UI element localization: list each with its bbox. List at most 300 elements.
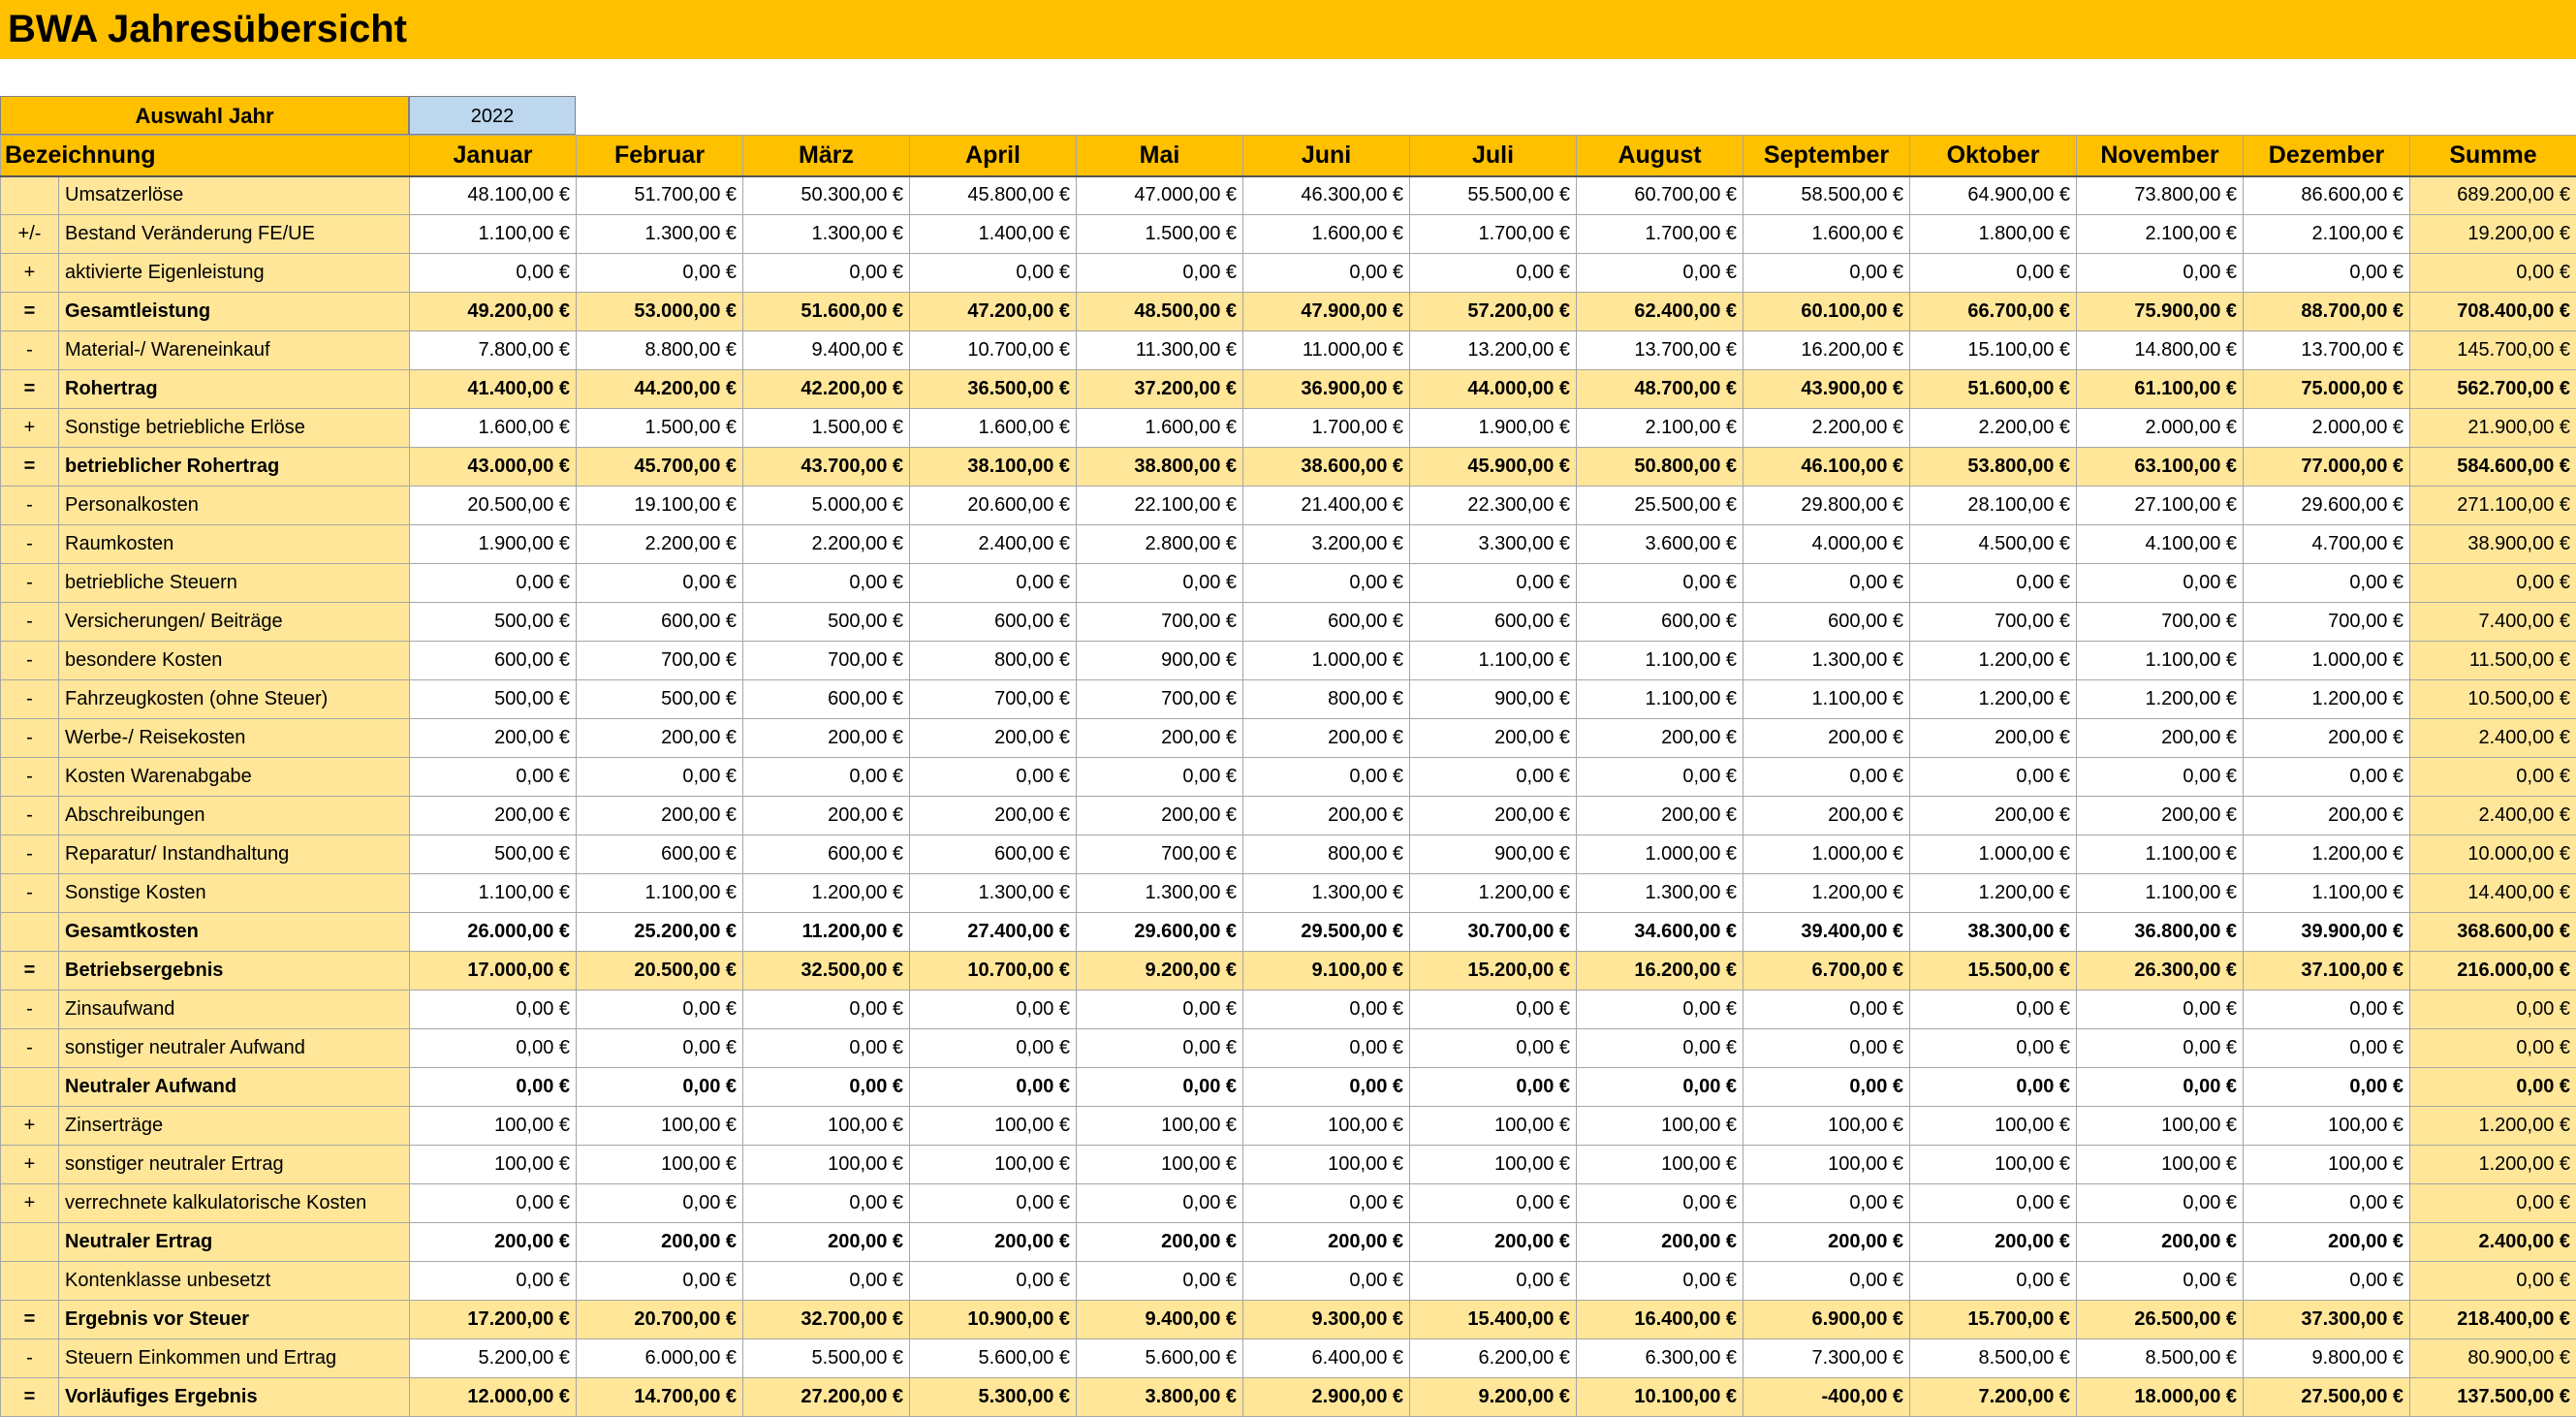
- month-value-cell[interactable]: 0,00 €: [910, 1262, 1077, 1301]
- month-value-cell[interactable]: 36.500,00 €: [910, 370, 1077, 409]
- month-value-cell[interactable]: 0,00 €: [2244, 564, 2410, 603]
- month-value-cell[interactable]: 6.900,00 €: [1744, 1301, 1910, 1339]
- month-value-cell[interactable]: 200,00 €: [1744, 797, 1910, 835]
- sum-cell[interactable]: 271.100,00 €: [2410, 487, 2576, 525]
- month-value-cell[interactable]: 4.100,00 €: [2077, 525, 2244, 564]
- row-operator[interactable]: =: [1, 1301, 59, 1339]
- row-operator[interactable]: =: [1, 1378, 59, 1417]
- row-label[interactable]: Rohertrag: [59, 370, 410, 409]
- month-value-cell[interactable]: 7.200,00 €: [1910, 1378, 2077, 1417]
- month-value-cell[interactable]: 44.000,00 €: [1410, 370, 1577, 409]
- month-value-cell[interactable]: 600,00 €: [1243, 603, 1410, 642]
- month-value-cell[interactable]: 30.700,00 €: [1410, 913, 1577, 952]
- month-value-cell[interactable]: 0,00 €: [2077, 758, 2244, 797]
- row-label[interactable]: verrechnete kalkulatorische Kosten: [59, 1184, 410, 1223]
- month-value-cell[interactable]: 0,00 €: [1577, 254, 1744, 293]
- month-value-cell[interactable]: 0,00 €: [1744, 758, 1910, 797]
- month-value-cell[interactable]: 1.300,00 €: [743, 215, 910, 254]
- month-value-cell[interactable]: 200,00 €: [1077, 719, 1243, 758]
- month-value-cell[interactable]: 600,00 €: [743, 835, 910, 874]
- month-value-cell[interactable]: 1.100,00 €: [1577, 680, 1744, 719]
- month-value-cell[interactable]: 0,00 €: [1910, 1184, 2077, 1223]
- month-value-cell[interactable]: 0,00 €: [910, 564, 1077, 603]
- sum-cell[interactable]: 145.700,00 €: [2410, 331, 2576, 370]
- sum-cell[interactable]: 0,00 €: [2410, 991, 2576, 1029]
- month-value-cell[interactable]: 0,00 €: [1744, 1184, 1910, 1223]
- sum-cell[interactable]: 0,00 €: [2410, 1029, 2576, 1068]
- header-juni[interactable]: Juni: [1243, 136, 1410, 176]
- header-dezember[interactable]: Dezember: [2244, 136, 2410, 176]
- month-value-cell[interactable]: 8.500,00 €: [2077, 1339, 2244, 1378]
- month-value-cell[interactable]: 1.200,00 €: [1744, 874, 1910, 913]
- month-value-cell[interactable]: 8.800,00 €: [577, 331, 743, 370]
- month-value-cell[interactable]: 200,00 €: [1910, 797, 2077, 835]
- month-value-cell[interactable]: 0,00 €: [1744, 254, 1910, 293]
- month-value-cell[interactable]: 8.500,00 €: [1910, 1339, 2077, 1378]
- month-value-cell[interactable]: 100,00 €: [743, 1107, 910, 1146]
- month-value-cell[interactable]: 500,00 €: [410, 835, 577, 874]
- month-value-cell[interactable]: 29.800,00 €: [1744, 487, 1910, 525]
- month-value-cell[interactable]: 100,00 €: [577, 1107, 743, 1146]
- month-value-cell[interactable]: 25.200,00 €: [577, 913, 743, 952]
- month-value-cell[interactable]: 7.800,00 €: [410, 331, 577, 370]
- month-value-cell[interactable]: 1.400,00 €: [910, 215, 1077, 254]
- row-label[interactable]: Zinsaufwand: [59, 991, 410, 1029]
- month-value-cell[interactable]: 2.900,00 €: [1243, 1378, 1410, 1417]
- month-value-cell[interactable]: 4.500,00 €: [1910, 525, 2077, 564]
- month-value-cell[interactable]: 0,00 €: [1910, 564, 2077, 603]
- month-value-cell[interactable]: 0,00 €: [1577, 1029, 1744, 1068]
- month-value-cell[interactable]: 500,00 €: [743, 603, 910, 642]
- month-value-cell[interactable]: 200,00 €: [1910, 719, 2077, 758]
- month-value-cell[interactable]: 37.200,00 €: [1077, 370, 1243, 409]
- month-value-cell[interactable]: 4.700,00 €: [2244, 525, 2410, 564]
- month-value-cell[interactable]: 5.600,00 €: [1077, 1339, 1243, 1378]
- row-label[interactable]: Neutraler Aufwand: [59, 1068, 410, 1107]
- month-value-cell[interactable]: 5.600,00 €: [910, 1339, 1077, 1378]
- month-value-cell[interactable]: 28.100,00 €: [1910, 487, 2077, 525]
- month-value-cell[interactable]: 0,00 €: [1410, 1184, 1577, 1223]
- sum-cell[interactable]: 0,00 €: [2410, 1184, 2576, 1223]
- month-value-cell[interactable]: 900,00 €: [1410, 680, 1577, 719]
- row-operator[interactable]: -: [1, 487, 59, 525]
- month-value-cell[interactable]: 200,00 €: [743, 719, 910, 758]
- row-operator[interactable]: [1, 176, 59, 215]
- month-value-cell[interactable]: 2.800,00 €: [1077, 525, 1243, 564]
- month-value-cell[interactable]: 1.200,00 €: [2077, 680, 2244, 719]
- month-value-cell[interactable]: 38.100,00 €: [910, 448, 1077, 487]
- month-value-cell[interactable]: 20.500,00 €: [577, 952, 743, 991]
- month-value-cell[interactable]: 0,00 €: [743, 991, 910, 1029]
- month-value-cell[interactable]: 6.300,00 €: [1577, 1339, 1744, 1378]
- row-operator[interactable]: -: [1, 603, 59, 642]
- month-value-cell[interactable]: 0,00 €: [910, 758, 1077, 797]
- month-value-cell[interactable]: 58.500,00 €: [1744, 176, 1910, 215]
- row-label[interactable]: Ergebnis vor Steuer: [59, 1301, 410, 1339]
- month-value-cell[interactable]: 20.700,00 €: [577, 1301, 743, 1339]
- month-value-cell[interactable]: 0,00 €: [1410, 564, 1577, 603]
- month-value-cell[interactable]: 200,00 €: [1410, 1223, 1577, 1262]
- month-value-cell[interactable]: 11.000,00 €: [1243, 331, 1410, 370]
- sum-cell[interactable]: 0,00 €: [2410, 1262, 2576, 1301]
- month-value-cell[interactable]: 2.100,00 €: [2244, 215, 2410, 254]
- month-value-cell[interactable]: 700,00 €: [1077, 603, 1243, 642]
- month-value-cell[interactable]: 0,00 €: [1910, 1029, 2077, 1068]
- month-value-cell[interactable]: 1.500,00 €: [577, 409, 743, 448]
- month-value-cell[interactable]: 0,00 €: [1243, 1262, 1410, 1301]
- month-value-cell[interactable]: 45.900,00 €: [1410, 448, 1577, 487]
- sum-cell[interactable]: 10.000,00 €: [2410, 835, 2576, 874]
- month-value-cell[interactable]: 0,00 €: [1077, 1029, 1243, 1068]
- month-value-cell[interactable]: 0,00 €: [1910, 254, 2077, 293]
- month-value-cell[interactable]: 0,00 €: [2077, 1068, 2244, 1107]
- month-value-cell[interactable]: 14.800,00 €: [2077, 331, 2244, 370]
- month-value-cell[interactable]: 42.200,00 €: [743, 370, 910, 409]
- month-value-cell[interactable]: 0,00 €: [1410, 1068, 1577, 1107]
- month-value-cell[interactable]: 3.300,00 €: [1410, 525, 1577, 564]
- month-value-cell[interactable]: 14.700,00 €: [577, 1378, 743, 1417]
- month-value-cell[interactable]: 48.500,00 €: [1077, 293, 1243, 331]
- month-value-cell[interactable]: 0,00 €: [2077, 1262, 2244, 1301]
- month-value-cell[interactable]: 100,00 €: [2244, 1107, 2410, 1146]
- month-value-cell[interactable]: 21.400,00 €: [1243, 487, 1410, 525]
- month-value-cell[interactable]: 17.000,00 €: [410, 952, 577, 991]
- month-value-cell[interactable]: 50.800,00 €: [1577, 448, 1744, 487]
- month-value-cell[interactable]: 1.600,00 €: [1744, 215, 1910, 254]
- month-value-cell[interactable]: 5.000,00 €: [743, 487, 910, 525]
- month-value-cell[interactable]: 0,00 €: [1077, 758, 1243, 797]
- month-value-cell[interactable]: 0,00 €: [577, 1068, 743, 1107]
- month-value-cell[interactable]: 0,00 €: [410, 991, 577, 1029]
- header-mai[interactable]: Mai: [1077, 136, 1243, 176]
- month-value-cell[interactable]: 0,00 €: [2244, 1184, 2410, 1223]
- row-operator[interactable]: +/-: [1, 215, 59, 254]
- month-value-cell[interactable]: 3.600,00 €: [1577, 525, 1744, 564]
- month-value-cell[interactable]: 1.200,00 €: [2244, 835, 2410, 874]
- month-value-cell[interactable]: 1.000,00 €: [1577, 835, 1744, 874]
- row-label[interactable]: Material-/ Wareneinkauf: [59, 331, 410, 370]
- month-value-cell[interactable]: 41.400,00 €: [410, 370, 577, 409]
- month-value-cell[interactable]: 600,00 €: [1577, 603, 1744, 642]
- month-value-cell[interactable]: 16.200,00 €: [1744, 331, 1910, 370]
- month-value-cell[interactable]: 0,00 €: [1077, 254, 1243, 293]
- month-value-cell[interactable]: 100,00 €: [1243, 1146, 1410, 1184]
- sum-cell[interactable]: 0,00 €: [2410, 1068, 2576, 1107]
- month-value-cell[interactable]: 13.700,00 €: [1577, 331, 1744, 370]
- month-value-cell[interactable]: 50.300,00 €: [743, 176, 910, 215]
- month-value-cell[interactable]: 18.000,00 €: [2077, 1378, 2244, 1417]
- month-value-cell[interactable]: 200,00 €: [1744, 1223, 1910, 1262]
- month-value-cell[interactable]: 0,00 €: [1910, 1262, 2077, 1301]
- month-value-cell[interactable]: 64.900,00 €: [1910, 176, 2077, 215]
- sum-cell[interactable]: 0,00 €: [2410, 564, 2576, 603]
- header-oktober[interactable]: Oktober: [1910, 136, 2077, 176]
- sum-cell[interactable]: 689.200,00 €: [2410, 176, 2576, 215]
- month-value-cell[interactable]: 200,00 €: [1910, 1223, 2077, 1262]
- month-value-cell[interactable]: 0,00 €: [410, 564, 577, 603]
- empty-cells[interactable]: [576, 96, 2576, 135]
- month-value-cell[interactable]: 200,00 €: [1243, 719, 1410, 758]
- month-value-cell[interactable]: 88.700,00 €: [2244, 293, 2410, 331]
- month-value-cell[interactable]: 36.800,00 €: [2077, 913, 2244, 952]
- month-value-cell[interactable]: 46.300,00 €: [1243, 176, 1410, 215]
- month-value-cell[interactable]: 700,00 €: [1077, 680, 1243, 719]
- month-value-cell[interactable]: 100,00 €: [1077, 1107, 1243, 1146]
- month-value-cell[interactable]: 43.000,00 €: [410, 448, 577, 487]
- month-value-cell[interactable]: 800,00 €: [910, 642, 1077, 680]
- month-value-cell[interactable]: 0,00 €: [1410, 254, 1577, 293]
- month-value-cell[interactable]: 0,00 €: [1410, 991, 1577, 1029]
- month-value-cell[interactable]: 1.100,00 €: [2077, 642, 2244, 680]
- month-value-cell[interactable]: 500,00 €: [577, 680, 743, 719]
- month-value-cell[interactable]: 900,00 €: [1410, 835, 1577, 874]
- row-label[interactable]: sonstiger neutraler Ertrag: [59, 1146, 410, 1184]
- month-value-cell[interactable]: 100,00 €: [410, 1146, 577, 1184]
- row-operator[interactable]: -: [1, 758, 59, 797]
- row-operator[interactable]: =: [1, 448, 59, 487]
- row-label[interactable]: Kontenklasse unbesetzt: [59, 1262, 410, 1301]
- month-value-cell[interactable]: 0,00 €: [1577, 991, 1744, 1029]
- row-label[interactable]: Raumkosten: [59, 525, 410, 564]
- month-value-cell[interactable]: 2.000,00 €: [2077, 409, 2244, 448]
- month-value-cell[interactable]: 1.900,00 €: [1410, 409, 1577, 448]
- month-value-cell[interactable]: 100,00 €: [410, 1107, 577, 1146]
- month-value-cell[interactable]: 2.400,00 €: [910, 525, 1077, 564]
- month-value-cell[interactable]: 0,00 €: [1744, 1068, 1910, 1107]
- month-value-cell[interactable]: 5.500,00 €: [743, 1339, 910, 1378]
- month-value-cell[interactable]: 1.200,00 €: [1910, 680, 2077, 719]
- month-value-cell[interactable]: 26.500,00 €: [2077, 1301, 2244, 1339]
- month-value-cell[interactable]: 1.200,00 €: [743, 874, 910, 913]
- month-value-cell[interactable]: 1.100,00 €: [410, 215, 577, 254]
- month-value-cell[interactable]: 15.200,00 €: [1410, 952, 1577, 991]
- month-value-cell[interactable]: 100,00 €: [1910, 1146, 2077, 1184]
- sum-cell[interactable]: 2.400,00 €: [2410, 797, 2576, 835]
- month-value-cell[interactable]: 15.400,00 €: [1410, 1301, 1577, 1339]
- month-value-cell[interactable]: 0,00 €: [1077, 564, 1243, 603]
- month-value-cell[interactable]: 46.100,00 €: [1744, 448, 1910, 487]
- month-value-cell[interactable]: 2.200,00 €: [577, 525, 743, 564]
- month-value-cell[interactable]: 73.800,00 €: [2077, 176, 2244, 215]
- month-value-cell[interactable]: 0,00 €: [1577, 758, 1744, 797]
- month-value-cell[interactable]: 27.200,00 €: [743, 1378, 910, 1417]
- sum-cell[interactable]: 2.400,00 €: [2410, 1223, 2576, 1262]
- month-value-cell[interactable]: 0,00 €: [1577, 1068, 1744, 1107]
- row-operator[interactable]: [1, 1068, 59, 1107]
- sum-cell[interactable]: 7.400,00 €: [2410, 603, 2576, 642]
- month-value-cell[interactable]: 200,00 €: [1410, 797, 1577, 835]
- month-value-cell[interactable]: 1.600,00 €: [410, 409, 577, 448]
- month-value-cell[interactable]: 100,00 €: [1077, 1146, 1243, 1184]
- month-value-cell[interactable]: 9.400,00 €: [1077, 1301, 1243, 1339]
- month-value-cell[interactable]: 27.500,00 €: [2244, 1378, 2410, 1417]
- row-operator[interactable]: -: [1, 1029, 59, 1068]
- month-value-cell[interactable]: 0,00 €: [1577, 1184, 1744, 1223]
- month-value-cell[interactable]: 100,00 €: [577, 1146, 743, 1184]
- month-value-cell[interactable]: 0,00 €: [1744, 1262, 1910, 1301]
- month-value-cell[interactable]: 200,00 €: [410, 1223, 577, 1262]
- month-value-cell[interactable]: 0,00 €: [910, 1184, 1077, 1223]
- row-operator[interactable]: -: [1, 680, 59, 719]
- month-value-cell[interactable]: 45.800,00 €: [910, 176, 1077, 215]
- month-value-cell[interactable]: 200,00 €: [410, 797, 577, 835]
- month-value-cell[interactable]: 600,00 €: [1744, 603, 1910, 642]
- month-value-cell[interactable]: 0,00 €: [577, 758, 743, 797]
- month-value-cell[interactable]: 600,00 €: [743, 680, 910, 719]
- month-value-cell[interactable]: 10.700,00 €: [910, 331, 1077, 370]
- month-value-cell[interactable]: 49.200,00 €: [410, 293, 577, 331]
- month-value-cell[interactable]: 200,00 €: [2244, 719, 2410, 758]
- sum-cell[interactable]: 0,00 €: [2410, 254, 2576, 293]
- month-value-cell[interactable]: 800,00 €: [1243, 680, 1410, 719]
- month-value-cell[interactable]: 0,00 €: [2244, 1262, 2410, 1301]
- month-value-cell[interactable]: 200,00 €: [743, 797, 910, 835]
- month-value-cell[interactable]: 47.200,00 €: [910, 293, 1077, 331]
- month-value-cell[interactable]: 2.100,00 €: [1577, 409, 1744, 448]
- month-value-cell[interactable]: 600,00 €: [1410, 603, 1577, 642]
- month-value-cell[interactable]: 27.400,00 €: [910, 913, 1077, 952]
- month-value-cell[interactable]: 38.600,00 €: [1243, 448, 1410, 487]
- month-value-cell[interactable]: 0,00 €: [1243, 1184, 1410, 1223]
- month-value-cell[interactable]: 32.500,00 €: [743, 952, 910, 991]
- month-value-cell[interactable]: 0,00 €: [577, 254, 743, 293]
- month-value-cell[interactable]: 600,00 €: [910, 603, 1077, 642]
- month-value-cell[interactable]: 16.400,00 €: [1577, 1301, 1744, 1339]
- row-label[interactable]: Kosten Warenabgabe: [59, 758, 410, 797]
- month-value-cell[interactable]: 0,00 €: [577, 991, 743, 1029]
- month-value-cell[interactable]: 1.100,00 €: [2244, 874, 2410, 913]
- month-value-cell[interactable]: 1.100,00 €: [1577, 642, 1744, 680]
- month-value-cell[interactable]: 0,00 €: [2077, 1184, 2244, 1223]
- month-value-cell[interactable]: 61.100,00 €: [2077, 370, 2244, 409]
- month-value-cell[interactable]: 15.100,00 €: [1910, 331, 2077, 370]
- header-bezeichnung[interactable]: Bezeichnung: [1, 136, 410, 176]
- row-operator[interactable]: =: [1, 293, 59, 331]
- empty-row[interactable]: [0, 59, 2576, 97]
- month-value-cell[interactable]: 100,00 €: [1577, 1146, 1744, 1184]
- sum-cell[interactable]: 80.900,00 €: [2410, 1339, 2576, 1378]
- month-value-cell[interactable]: 1.000,00 €: [1910, 835, 2077, 874]
- month-value-cell[interactable]: 200,00 €: [577, 1223, 743, 1262]
- row-operator[interactable]: +: [1, 254, 59, 293]
- month-value-cell[interactable]: 200,00 €: [2244, 797, 2410, 835]
- month-value-cell[interactable]: 200,00 €: [910, 797, 1077, 835]
- month-value-cell[interactable]: 22.300,00 €: [1410, 487, 1577, 525]
- month-value-cell[interactable]: 0,00 €: [1910, 991, 2077, 1029]
- month-value-cell[interactable]: 600,00 €: [577, 835, 743, 874]
- row-label[interactable]: Versicherungen/ Beiträge: [59, 603, 410, 642]
- month-value-cell[interactable]: 1.600,00 €: [910, 409, 1077, 448]
- row-label[interactable]: Fahrzeugkosten (ohne Steuer): [59, 680, 410, 719]
- month-value-cell[interactable]: 0,00 €: [410, 254, 577, 293]
- month-value-cell[interactable]: 16.200,00 €: [1577, 952, 1744, 991]
- month-value-cell[interactable]: 0,00 €: [2244, 1068, 2410, 1107]
- month-value-cell[interactable]: 13.700,00 €: [2244, 331, 2410, 370]
- row-label[interactable]: Gesamtleistung: [59, 293, 410, 331]
- month-value-cell[interactable]: 0,00 €: [1910, 758, 2077, 797]
- month-value-cell[interactable]: 48.700,00 €: [1577, 370, 1744, 409]
- month-value-cell[interactable]: 700,00 €: [743, 642, 910, 680]
- month-value-cell[interactable]: 60.700,00 €: [1577, 176, 1744, 215]
- sum-cell[interactable]: 10.500,00 €: [2410, 680, 2576, 719]
- month-value-cell[interactable]: 0,00 €: [410, 1262, 577, 1301]
- month-value-cell[interactable]: 0,00 €: [1410, 1262, 1577, 1301]
- month-value-cell[interactable]: 500,00 €: [410, 680, 577, 719]
- month-value-cell[interactable]: 0,00 €: [1410, 1029, 1577, 1068]
- month-value-cell[interactable]: 1.600,00 €: [1077, 409, 1243, 448]
- month-value-cell[interactable]: 53.800,00 €: [1910, 448, 2077, 487]
- month-value-cell[interactable]: 100,00 €: [1744, 1146, 1910, 1184]
- month-value-cell[interactable]: 0,00 €: [577, 1262, 743, 1301]
- month-value-cell[interactable]: 1.100,00 €: [410, 874, 577, 913]
- row-operator[interactable]: -: [1, 525, 59, 564]
- month-value-cell[interactable]: 4.000,00 €: [1744, 525, 1910, 564]
- month-value-cell[interactable]: 29.600,00 €: [2244, 487, 2410, 525]
- month-value-cell[interactable]: 32.700,00 €: [743, 1301, 910, 1339]
- month-value-cell[interactable]: 10.900,00 €: [910, 1301, 1077, 1339]
- month-value-cell[interactable]: 500,00 €: [410, 603, 577, 642]
- month-value-cell[interactable]: 0,00 €: [2244, 254, 2410, 293]
- month-value-cell[interactable]: 100,00 €: [2244, 1146, 2410, 1184]
- sum-cell[interactable]: 14.400,00 €: [2410, 874, 2576, 913]
- month-value-cell[interactable]: 53.000,00 €: [577, 293, 743, 331]
- month-value-cell[interactable]: 1.300,00 €: [910, 874, 1077, 913]
- row-operator[interactable]: +: [1, 1184, 59, 1223]
- month-value-cell[interactable]: 0,00 €: [1077, 1184, 1243, 1223]
- month-value-cell[interactable]: 77.000,00 €: [2244, 448, 2410, 487]
- month-value-cell[interactable]: 1.300,00 €: [1577, 874, 1744, 913]
- month-value-cell[interactable]: 55.500,00 €: [1410, 176, 1577, 215]
- year-selector-input[interactable]: 2022: [409, 96, 576, 135]
- month-value-cell[interactable]: 0,00 €: [2077, 254, 2244, 293]
- row-operator[interactable]: -: [1, 835, 59, 874]
- month-value-cell[interactable]: 200,00 €: [410, 719, 577, 758]
- month-value-cell[interactable]: 0,00 €: [577, 564, 743, 603]
- month-value-cell[interactable]: 2.200,00 €: [1910, 409, 2077, 448]
- month-value-cell[interactable]: 20.600,00 €: [910, 487, 1077, 525]
- month-value-cell[interactable]: 5.300,00 €: [910, 1378, 1077, 1417]
- month-value-cell[interactable]: 200,00 €: [2077, 1223, 2244, 1262]
- month-value-cell[interactable]: 0,00 €: [1243, 991, 1410, 1029]
- row-label[interactable]: Abschreibungen: [59, 797, 410, 835]
- month-value-cell[interactable]: 75.000,00 €: [2244, 370, 2410, 409]
- row-operator[interactable]: +: [1, 409, 59, 448]
- month-value-cell[interactable]: 200,00 €: [1243, 1223, 1410, 1262]
- month-value-cell[interactable]: 100,00 €: [1577, 1107, 1744, 1146]
- month-value-cell[interactable]: 1.700,00 €: [1410, 215, 1577, 254]
- month-value-cell[interactable]: 10.700,00 €: [910, 952, 1077, 991]
- row-label[interactable]: Steuern Einkommen und Ertrag: [59, 1339, 410, 1378]
- month-value-cell[interactable]: 34.600,00 €: [1577, 913, 1744, 952]
- month-value-cell[interactable]: 200,00 €: [1577, 1223, 1744, 1262]
- month-value-cell[interactable]: 19.100,00 €: [577, 487, 743, 525]
- month-value-cell[interactable]: 0,00 €: [410, 758, 577, 797]
- month-value-cell[interactable]: 1.100,00 €: [2077, 835, 2244, 874]
- month-value-cell[interactable]: 11.200,00 €: [743, 913, 910, 952]
- sum-cell[interactable]: 1.200,00 €: [2410, 1146, 2576, 1184]
- month-value-cell[interactable]: 2.100,00 €: [2077, 215, 2244, 254]
- month-value-cell[interactable]: 45.700,00 €: [577, 448, 743, 487]
- month-value-cell[interactable]: 3.800,00 €: [1077, 1378, 1243, 1417]
- header-summe[interactable]: Summe: [2410, 136, 2576, 176]
- month-value-cell[interactable]: 0,00 €: [1744, 1029, 1910, 1068]
- month-value-cell[interactable]: 0,00 €: [743, 1068, 910, 1107]
- month-value-cell[interactable]: 22.100,00 €: [1077, 487, 1243, 525]
- row-label[interactable]: Gesamtkosten: [59, 913, 410, 952]
- row-operator[interactable]: +: [1, 1146, 59, 1184]
- month-value-cell[interactable]: 0,00 €: [743, 758, 910, 797]
- row-label[interactable]: Neutraler Ertrag: [59, 1223, 410, 1262]
